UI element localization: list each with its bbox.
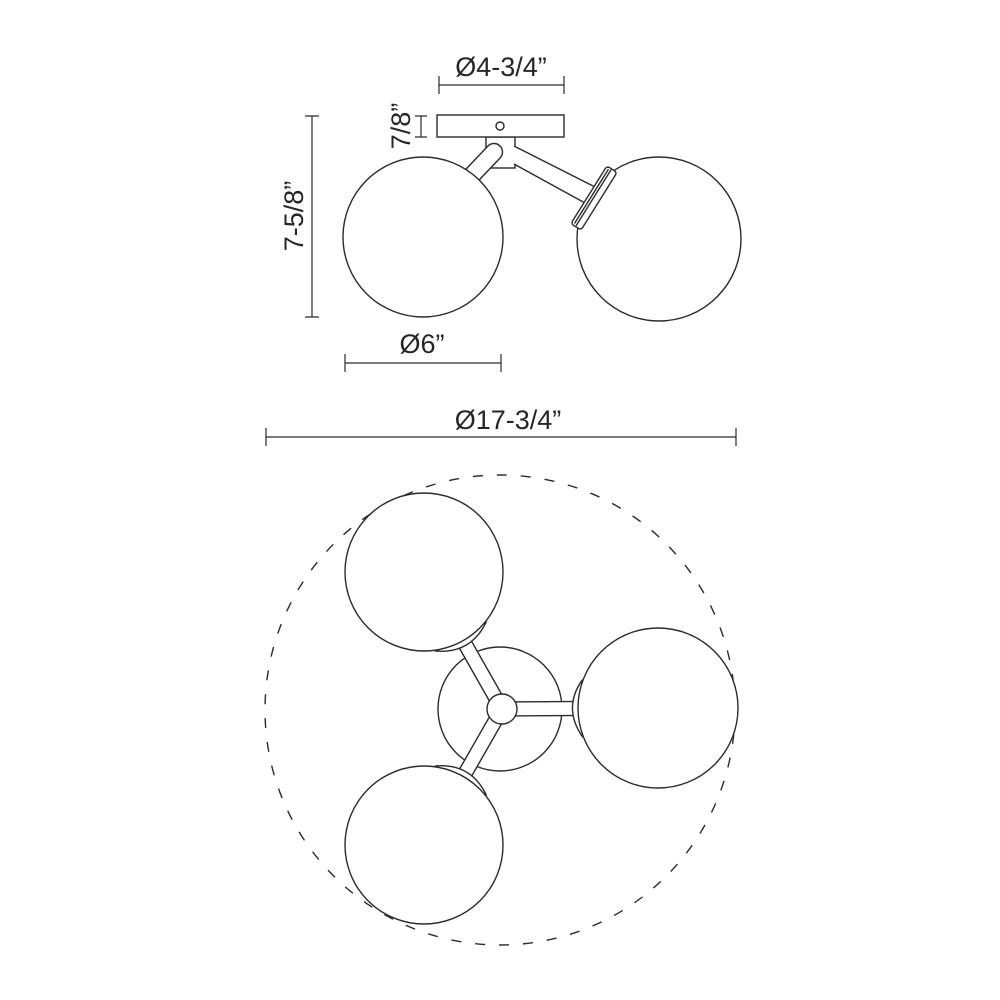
plan-view xyxy=(265,405,738,945)
dim-canopy-height xyxy=(386,103,427,150)
dim-fixture-height xyxy=(279,116,319,317)
dim-overall-diameter xyxy=(266,405,736,446)
globe-left xyxy=(343,157,503,317)
side-view xyxy=(279,52,741,372)
dim-fixture-height-label: 7-5/8” xyxy=(279,180,309,252)
dim-canopy-height-label: 7/8” xyxy=(386,102,416,150)
plan-globe-top-left xyxy=(345,493,503,651)
mounting-hole xyxy=(496,122,504,130)
dim-canopy-height-line xyxy=(415,116,427,137)
plan-globe-bottom-left xyxy=(345,766,503,924)
dim-overall-diameter-label: Ø17-3/4” xyxy=(454,405,562,435)
plan-hub xyxy=(487,694,517,724)
dim-globe-diameter xyxy=(345,329,501,372)
dim-canopy-width-label: Ø4-3/4” xyxy=(455,52,547,82)
arm-right-fill xyxy=(514,146,595,203)
dim-globe-diameter-label: Ø6” xyxy=(399,329,445,359)
dim-canopy-width xyxy=(439,52,564,94)
plan-globe-right xyxy=(578,628,738,788)
